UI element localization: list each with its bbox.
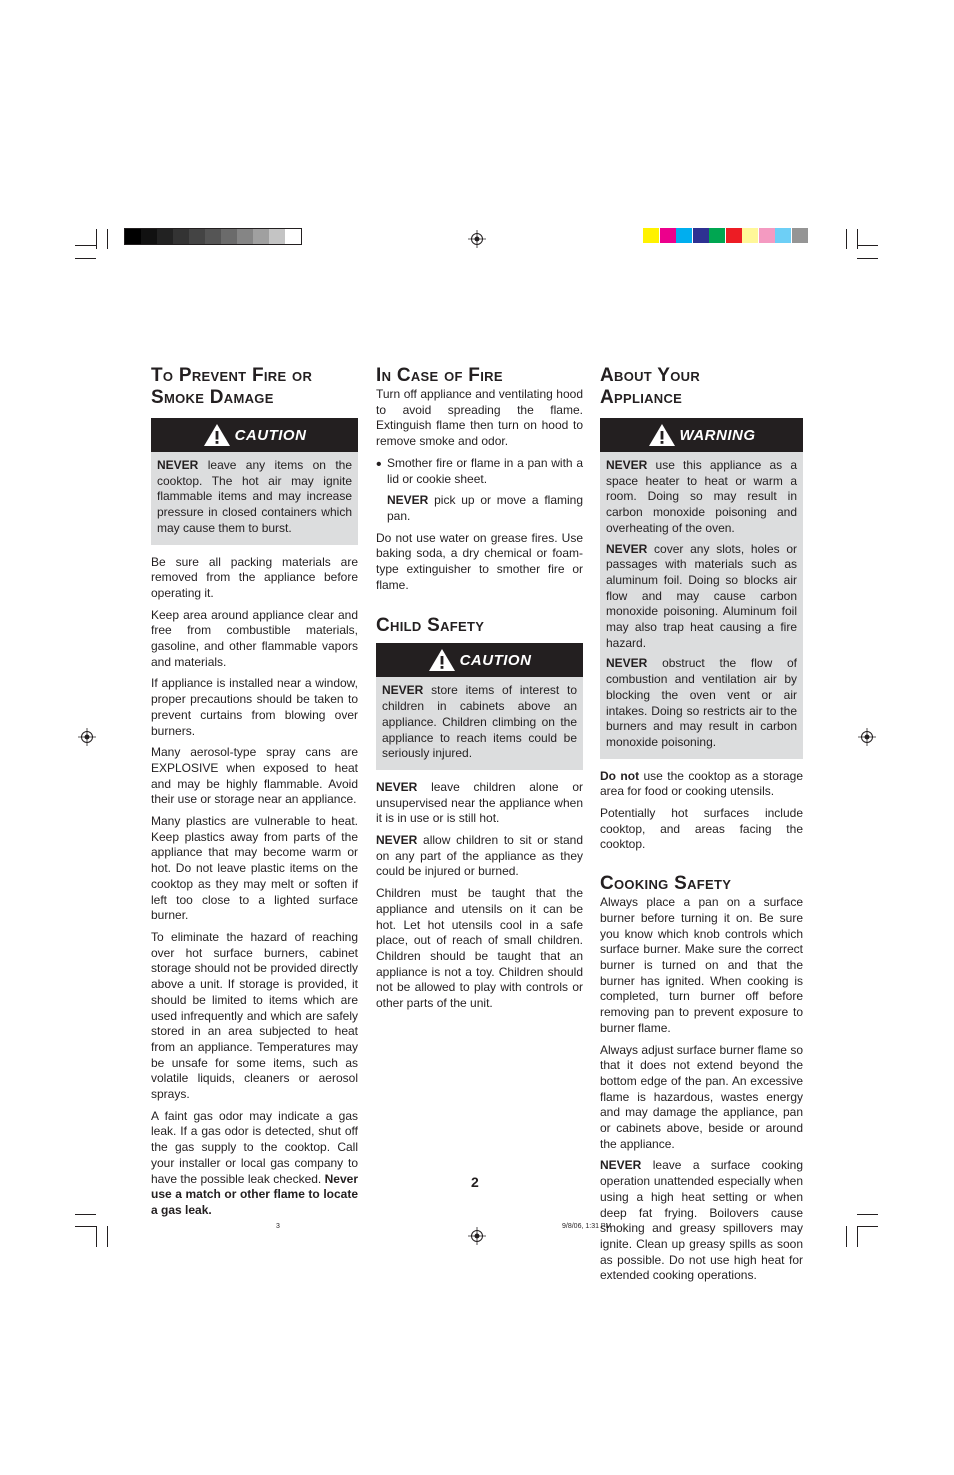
gray-swatch [189,229,205,244]
paragraph: NEVER allow children to sit or stand on any part of the appliance as they could be injured or burned. [376,833,583,879]
paragraph: Children must be taught that the appliance and utensils on it can be hot. Let hot utensils cool in a safe place, out of reach of small children. Children should be taught that an appliance is not a toy. Children should not be allowed to play with controls or other parts of the unit. [376,886,583,1011]
column-appliance-cooking [600,365,803,1290]
paragraph: NEVER leave a surface cooking operation unattended especially when using a high heat setting or when deep fat frying. Boilovers cause smoking and greasy spillovers may ignite. Clean up greasy spills as soon as possible. Do not use high heat for extended cooking operations. [600,1158,803,1283]
slug-page: 3 [276,1223,280,1230]
warning-text: NEVER use this appliance as a space heater to heat or warm a room. Doing so may result in carbon monoxide poisoning and overheating of the oven. [606,458,797,535]
column-fire-child [376,365,583,1018]
section-title: To Prevent Fire or Smoke Damage [151,365,313,408]
caution-label: CAUTION [459,651,532,669]
warning-triangle-icon [648,423,676,447]
color-swatch [726,228,742,243]
registration-mark-icon [78,728,96,746]
warning-triangle-icon [203,423,231,447]
paragraph: To eliminate the hazard of reaching over hot surface burners, cabinet storage should not be provided directly above a unit. If storage is provided, it should be limited to items which are used infrequently and which are safely stored in an area subjected to heat from an appliance. Temperatures may be unsafe for some items, such as volatile liquids, cleaners or aerosol sprays. [151,929,358,1102]
gray-swatch [285,229,301,244]
section-title: Child Safety [376,615,485,637]
section-title: About Your Appliance [600,365,701,408]
paragraph: Be sure all packing materials are removed from the appliance before operating it. [151,554,358,600]
color-swatch [643,228,659,243]
paragraph: Always adjust surface burner flame so that it does not extend beyond the bottom edge of the pan. An excessive flame is hazardous, wastes energy and may damage the appliance, pan or cabinets above, beside or around the appliance. [600,1042,803,1151]
paragraph: Always place a pan on a surface burner before turning it on. Be sure you know which knob controls which surface burner. Make sure the correct burner is turned on and that the burner has ignited. When cooking is completed, turn burner off before removing pan to prevent exposure to burner flame. [600,895,803,1035]
color-swatch [693,228,709,243]
bullet-item: • Smother fire or flame in a pan with a lid or cookie sheet. [376,455,583,486]
page-number: 2 [471,1174,479,1190]
warning-triangle-icon [428,648,456,672]
column-prevent-fire [151,365,358,1225]
grayscale-color-bar [124,228,302,245]
gray-swatch [157,229,173,244]
gray-swatch [125,229,141,244]
color-swatch [792,228,808,243]
paragraph: NEVER pick up or move a flaming pan. [387,493,583,523]
paragraph: Do not use the cooktop as a storage area for food or cooking utensils. [600,768,803,799]
paragraph: Keep area around appliance clear and free from combustible materials, gasoline, and other flammable vapors and materials. [151,607,358,669]
warning-text: NEVER cover any slots, holes or passages with materials such as aluminum foil. Doing so blocks air flow and may cause carbon monoxide poisoning. Aluminum foil may also trap heat causing a fire hazard. [606,541,797,650]
gray-swatch [237,229,253,244]
warning-header [600,418,803,452]
registration-mark-icon [468,230,486,248]
gray-swatch [173,229,189,244]
caution-body [376,677,583,770]
caution-header [151,418,358,452]
registration-mark-icon [858,728,876,746]
caution-body [151,452,358,545]
gray-swatch [269,229,285,244]
paragraph: Many aerosol-type spray cans are EXPLOSIVE when exposed to heat and may be highly flammable. Avoid their use or storage near an appliance. [151,745,358,807]
gray-swatch [141,229,157,244]
warning-body [600,452,803,759]
registration-mark-icon [468,1227,486,1245]
paragraph: Turn off appliance and ventilating hood to avoid spreading the flame. Extinguish flame then turn on hood to remove smoke and odor. [376,387,583,449]
gray-swatch [221,229,237,244]
color-swatch [759,228,775,243]
caution-text: NEVER leave any items on the cooktop. The hot air may ignite flammable items and may increase pressure in closed containers which may cause them to burst. [157,458,352,535]
slug-timestamp: 9/8/06, 1:31 PM [562,1223,612,1230]
color-swatch [660,228,676,243]
color-swatch [676,228,692,243]
caution-header [376,643,583,677]
section-title: In Case of Fire [376,365,503,386]
color-swatch [775,228,791,243]
color-swatch [709,228,725,243]
warning-text: NEVER obstruct the flow of combustion and ventilation air by blocking the oven vent or air intakes. Doing so restricts air to the burners and may result in carbon monoxide poisoning. [606,656,797,749]
caution-label: CAUTION [234,426,307,444]
warning-label: WARNING [679,426,756,444]
gray-swatch [205,229,221,244]
paragraph: NEVER leave children alone or unsupervised near the appliance when it is in use or is still hot. [376,779,583,826]
caution-text: NEVER store items of interest to children in cabinets above an appliance. Children climbing on the appliance to reach items could be seriously injured. [382,683,577,761]
paragraph: Many plastics are vulnerable to heat. Keep plastics away from parts of the appliance that may become warm or hot. Do not leave plastic items on the cooktop as they may melt or soften if left too close to a lighted surface burner. [151,814,358,923]
gray-swatch [253,229,269,244]
paragraph: Do not use water on grease fires. Use baking soda, a dry chemical or foam-type extinguisher to smother fire or flame. [376,530,583,592]
paragraph: A faint gas odor may indicate a gas leak. If a gas odor is detected, shut off the gas supply to the cooktop. Call your installer or local gas company to have the possible leak checked. Never use a match or other flame to locate a gas leak. [151,1108,358,1217]
section-title: Cooking Safety [600,873,732,895]
color-swatch [742,228,758,243]
paragraph: If appliance is installed near a window, proper precautions should be taken to prevent curtains from blowing over burners. [151,676,358,738]
paragraph: Potentially hot surfaces include cooktop, and areas facing the cooktop. [600,806,803,852]
